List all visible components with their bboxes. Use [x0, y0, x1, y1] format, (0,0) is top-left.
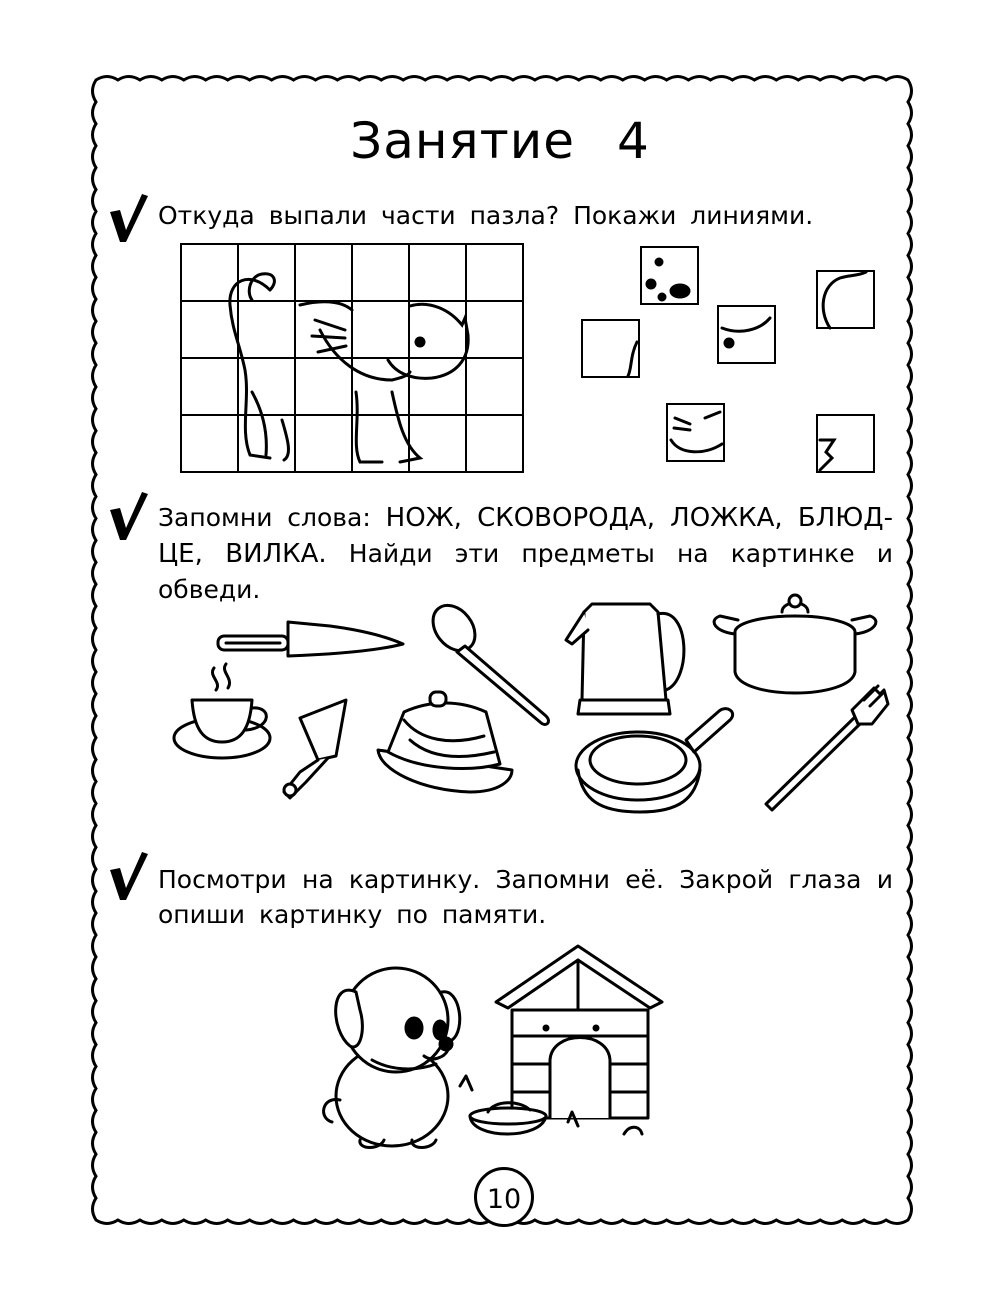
puppy-icon	[324, 968, 460, 1148]
task-2-rest: Найди эти предметы на картинке и обведи.	[158, 539, 893, 604]
lesson-number: 4	[617, 112, 650, 170]
page-number: 10	[474, 1167, 534, 1227]
task-2-lead: Запомни слова:	[158, 503, 386, 532]
task-1-instruction: Откуда выпали части пазла? Покажи линиями.	[158, 201, 814, 230]
task-2-words: НОЖ, СКОВОРОДА, ЛОЖКА, БЛЮД-ЦЕ, ВИЛКА.	[158, 503, 893, 569]
task-3-instruction: Посмотри на картинку. Запомни её. Закрой глаза и опиши картинку по памяти.	[158, 865, 893, 929]
doghouse-icon	[496, 946, 662, 1118]
title-word: Занятие	[350, 112, 576, 170]
